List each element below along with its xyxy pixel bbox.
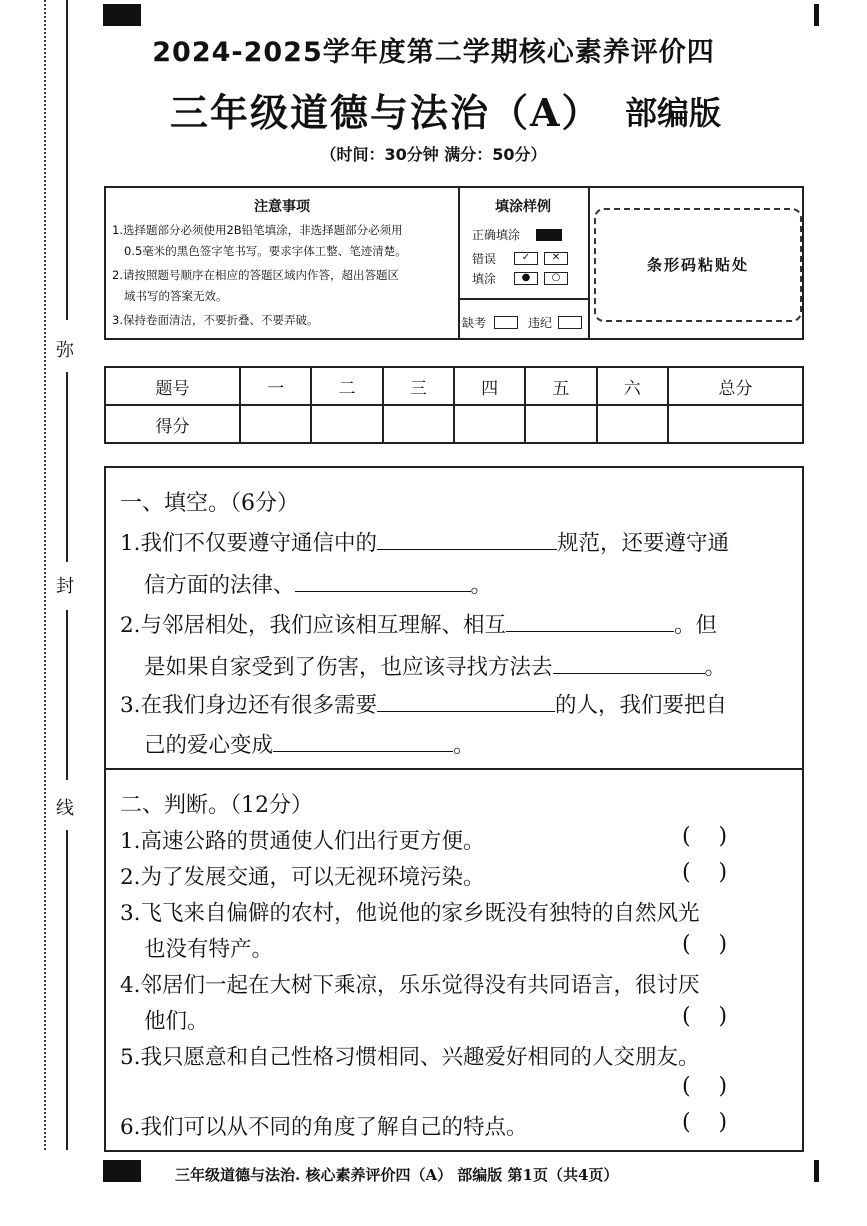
answer-blank[interactable] (377, 693, 555, 712)
score-table-score-row (105, 405, 803, 443)
score-header-cell: 三 (383, 367, 454, 405)
answer-blank[interactable] (377, 531, 557, 550)
exam-title: 2024-2025学年度第二学期核心素养评价四 (152, 37, 715, 68)
notice-item: 1.选择题部分必须使用2B铅笔填涂，非选择题部分必须用 (112, 223, 403, 237)
seal-line-segment (66, 830, 68, 1150)
score-header-cell: 四 (454, 367, 525, 405)
score-cell[interactable] (383, 405, 454, 443)
judge-question-2: 2.为了发展交通，可以无视环境污染。 (120, 865, 485, 890)
judge-question-1: 1.高速公路的贯通使人们出行更方便。 (120, 829, 485, 854)
notice-box (104, 186, 804, 340)
score-header-cell: 二 (311, 367, 382, 405)
cross-mark-icon: ✕ (544, 252, 568, 265)
seal-char-mi: 弥 (56, 340, 74, 361)
fill-question-2-line1: 2.与邻居相处，我们应该相互理解、相互 。但 (120, 613, 718, 638)
seal-char-xian: 线 (56, 798, 74, 819)
barcode-area (594, 208, 802, 322)
seal-char-feng: 封 (56, 576, 74, 597)
question-area (104, 466, 804, 1152)
seal-line-segment (66, 610, 68, 780)
barcode-label: 条形码粘贴处 (646, 256, 749, 274)
judge-question-6: 6.我们可以从不同的角度了解自己的特点。 (120, 1115, 528, 1140)
judge-question-5: 5.我只愿意和自己性格习惯相同、兴趣爱好相同的人交朋友。 (120, 1045, 700, 1070)
score-cell[interactable] (597, 405, 668, 443)
notice-item: 域书写的答案无效。 (124, 289, 228, 303)
fill-question-2-line2: 是如果自家受到了伤害，也应该寻找方法去 。 (144, 655, 727, 680)
corner-marker-bottom-right (814, 1160, 819, 1182)
edition-label: 部编版 (625, 94, 722, 132)
score-header-cell: 题号 (105, 367, 240, 405)
fill-question-1-line2: 信方面的法律、 。 (144, 573, 493, 598)
absent-checkbox[interactable] (494, 316, 518, 329)
page-footer: 三年级道德与法治. 核心素养评价四（A） 部编版 第1页（共4页） (175, 1166, 619, 1184)
wrong-fill-label-1: 错误 (472, 252, 497, 266)
answer-parentheses[interactable]: ( ) (682, 1074, 728, 1099)
section2-heading: 二、判断。（12分） (120, 793, 313, 818)
corner-marker-bottom-left (103, 1160, 141, 1182)
score-cell[interactable] (240, 405, 311, 443)
score-header-cell: 六 (597, 367, 668, 405)
check-mark-icon: ✓ (514, 252, 538, 265)
notice-item: 0.5毫米的黑色签字笔书写。要求字体工整、笔迹清楚。 (124, 244, 407, 258)
violation-label: 违纪 (528, 316, 553, 330)
corner-marker-top-right (814, 4, 819, 26)
score-row-label: 得分 (105, 405, 240, 443)
score-header-cell: 总分 (668, 367, 803, 405)
answer-blank[interactable] (273, 733, 453, 752)
fill-question-1-line1: 1.我们不仅要遵守通信中的 规范，还要遵守通 (120, 531, 730, 556)
score-cell[interactable] (525, 405, 596, 443)
section-divider (106, 768, 802, 770)
answer-parentheses[interactable]: ( ) (682, 824, 728, 849)
corner-marker-top-left (103, 4, 141, 26)
answer-parentheses[interactable]: ( ) (682, 1110, 728, 1135)
fill-question-3-line2: 己的爱心变成 。 (144, 733, 475, 758)
subject-title: 三年级道德与法治（A） (170, 90, 602, 135)
judge-question-3-line1: 3.飞飞来自偏僻的农村，他说他的家乡既没有独特的自然风光 (120, 901, 700, 926)
sample-title: 填涂样例 (495, 199, 551, 215)
answer-parentheses[interactable]: ( ) (682, 1004, 728, 1029)
fill-sample-column (458, 188, 590, 338)
violation-checkbox[interactable] (558, 316, 582, 329)
wrong-fill-label-2: 填涂 (472, 272, 497, 286)
binding-dotted-line (44, 0, 46, 1150)
answer-parentheses[interactable]: ( ) (682, 932, 728, 957)
notice-item: 3.保持卷面清洁，不要折叠、不要弄破。 (112, 313, 319, 327)
correct-fill-swatch (536, 229, 562, 241)
filled-dot-icon: ● (514, 272, 538, 285)
absent-label: 缺考 (462, 316, 487, 330)
judge-question-4-line2: 他们。 (144, 1009, 209, 1034)
section1-heading: 一、填空。（6分） (120, 491, 299, 516)
answer-parentheses[interactable]: ( ) (682, 860, 728, 885)
notice-column (106, 188, 460, 338)
empty-circle-icon: ○ (544, 272, 568, 285)
score-header-cell: 一 (240, 367, 311, 405)
score-table (104, 366, 804, 444)
score-cell[interactable] (311, 405, 382, 443)
score-header-cell: 五 (525, 367, 596, 405)
notice-item: 2.请按照题号顺序在相应的答题区域内作答，超出答题区 (112, 268, 399, 282)
notice-title: 注意事项 (254, 199, 310, 215)
score-cell[interactable] (668, 405, 803, 443)
answer-blank[interactable] (295, 573, 471, 592)
seal-line-segment (66, 372, 68, 562)
judge-question-3-line2: 也没有特产。 (144, 937, 274, 962)
score-cell[interactable] (454, 405, 525, 443)
correct-fill-label: 正确填涂 (472, 228, 521, 242)
score-table-header-row (105, 367, 803, 405)
answer-blank[interactable] (506, 613, 674, 632)
fill-question-3-line1: 3.在我们身边还有很多需要 的人，我们要把自 (120, 693, 728, 718)
time-info: （时间：30分钟 满分：50分） (320, 145, 547, 164)
judge-question-4-line1: 4.邻居们一起在大树下乘凉，乐乐觉得没有共同语言，很讨厌 (120, 973, 700, 998)
answer-blank[interactable] (553, 655, 705, 674)
